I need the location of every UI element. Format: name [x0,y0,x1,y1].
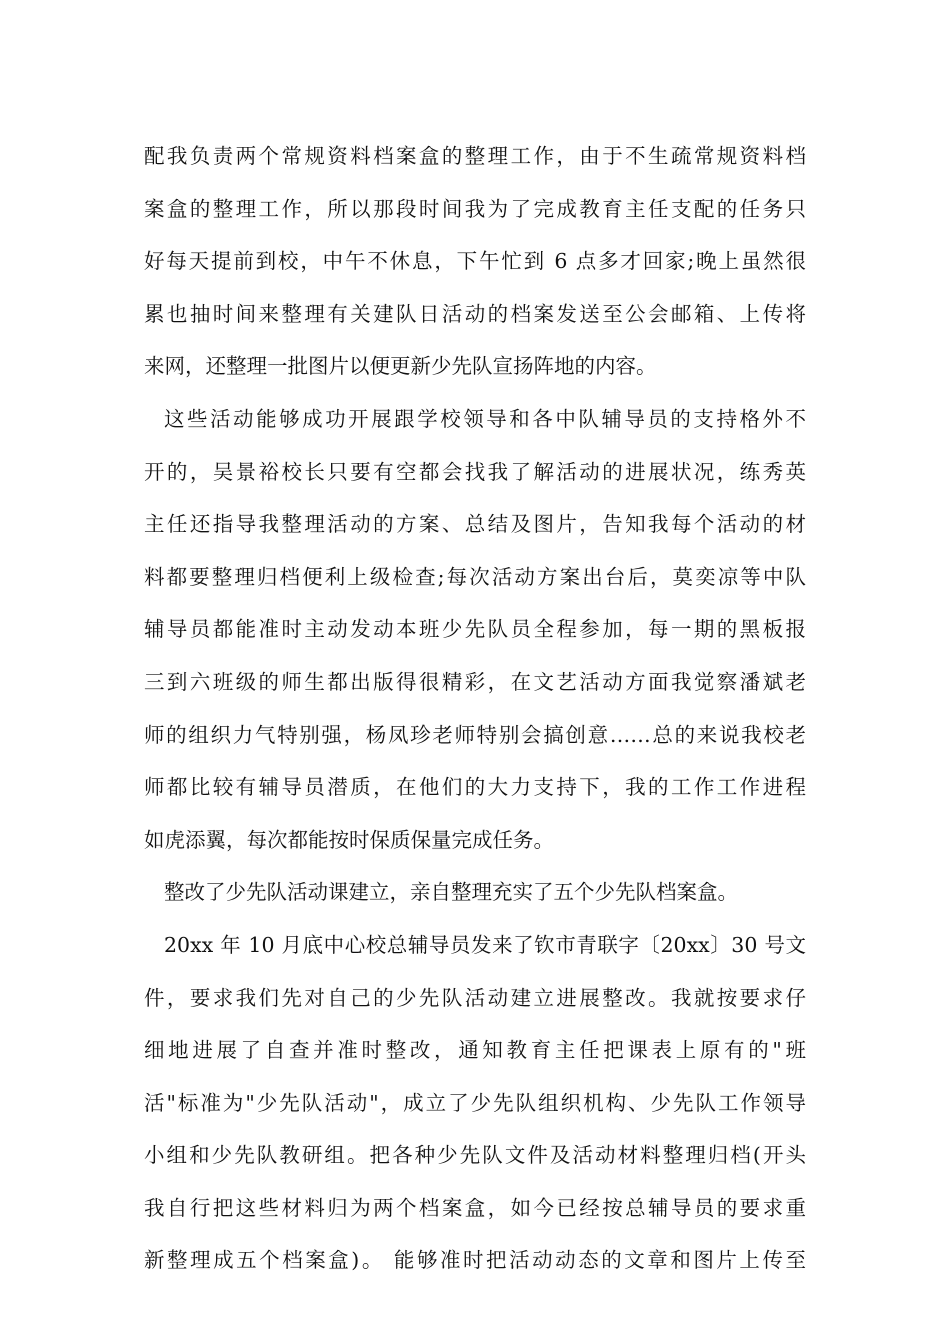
text-line: 如虎添翼，每次都能按时保质保量完成任务。 [144,827,554,852]
text-line: 累也抽时间来整理有关建队日活动的档案发送至公会邮箱、上传将 [144,301,806,326]
text-line: 师的组织力气特别强，杨凤珍老师特别会搞创意……总的来说我校老 [144,722,806,747]
text-line: 件，要求我们先对自己的少先队活动建立进展整改。我就按要求仔 [144,985,806,1010]
text-line: 新整理成五个档案盒)。 能够准时把活动动态的文章和图片上传至 [144,1248,806,1273]
text-line: 好每天提前到校，中午不休息，下午忙到 6 点多才回家;晚上虽然很 [144,249,806,274]
text-line: 活"标准为"少先队活动"，成立了少先队组织机构、少先队工作领导 [144,1090,806,1115]
text-line: 来网，还整理一批图片以便更新少先队宣扬阵地的内容。 [144,354,657,379]
text-line: 细地进展了自查并准时整改，通知教育主任把课表上原有的"班 [144,1038,806,1063]
text-line: 师都比较有辅导员潜质，在他们的大力支持下，我的工作工作进程 [144,775,806,800]
text-line: 我自行把这些材料归为两个档案盒，如今已经按总辅导员的要求重 [144,1195,806,1220]
text-line: 开的，吴景裕校长只要有空都会找我了解活动的进展状况，练秀英 [144,459,806,484]
text-line: 案盒的整理工作，所以那段时间我为了完成教育主任支配的任务只 [144,196,806,221]
text-line: 小组和少先队教研组。把各种少先队文件及活动材料整理归档(开头 [144,1143,806,1168]
paragraph-first-line: 这些活动能够成功开展跟学校领导和各中队辅导员的支持格外不 [164,406,806,431]
text-line: 料都要整理归档便利上级检查;每次活动方案出台后，莫奕凉等中队 [144,564,806,589]
paragraph-first-line: 20xx 年 10 月底中心校总辅导员发来了钦市青联字〔20xx〕30 号文 [164,932,806,957]
text-line: 配我负责两个常规资料档案盒的整理工作，由于不生疏常规资料档 [144,144,806,168]
text-line: 辅导员都能准时主动发动本班少先队员全程参加，每一期的黑板报 [144,617,806,642]
text-line: 三到六班级的师生都出版得很精彩，在文艺活动方面我觉察潘斌老 [144,669,806,694]
text-line: 主任还指导我整理活动的方案、总结及图片，告知我每个活动的材 [144,512,806,537]
body-text [144,130,806,1287]
paragraph-first-line: 整改了少先队活动课建立，亲自整理充实了五个少先队档案盒。 [164,880,738,905]
